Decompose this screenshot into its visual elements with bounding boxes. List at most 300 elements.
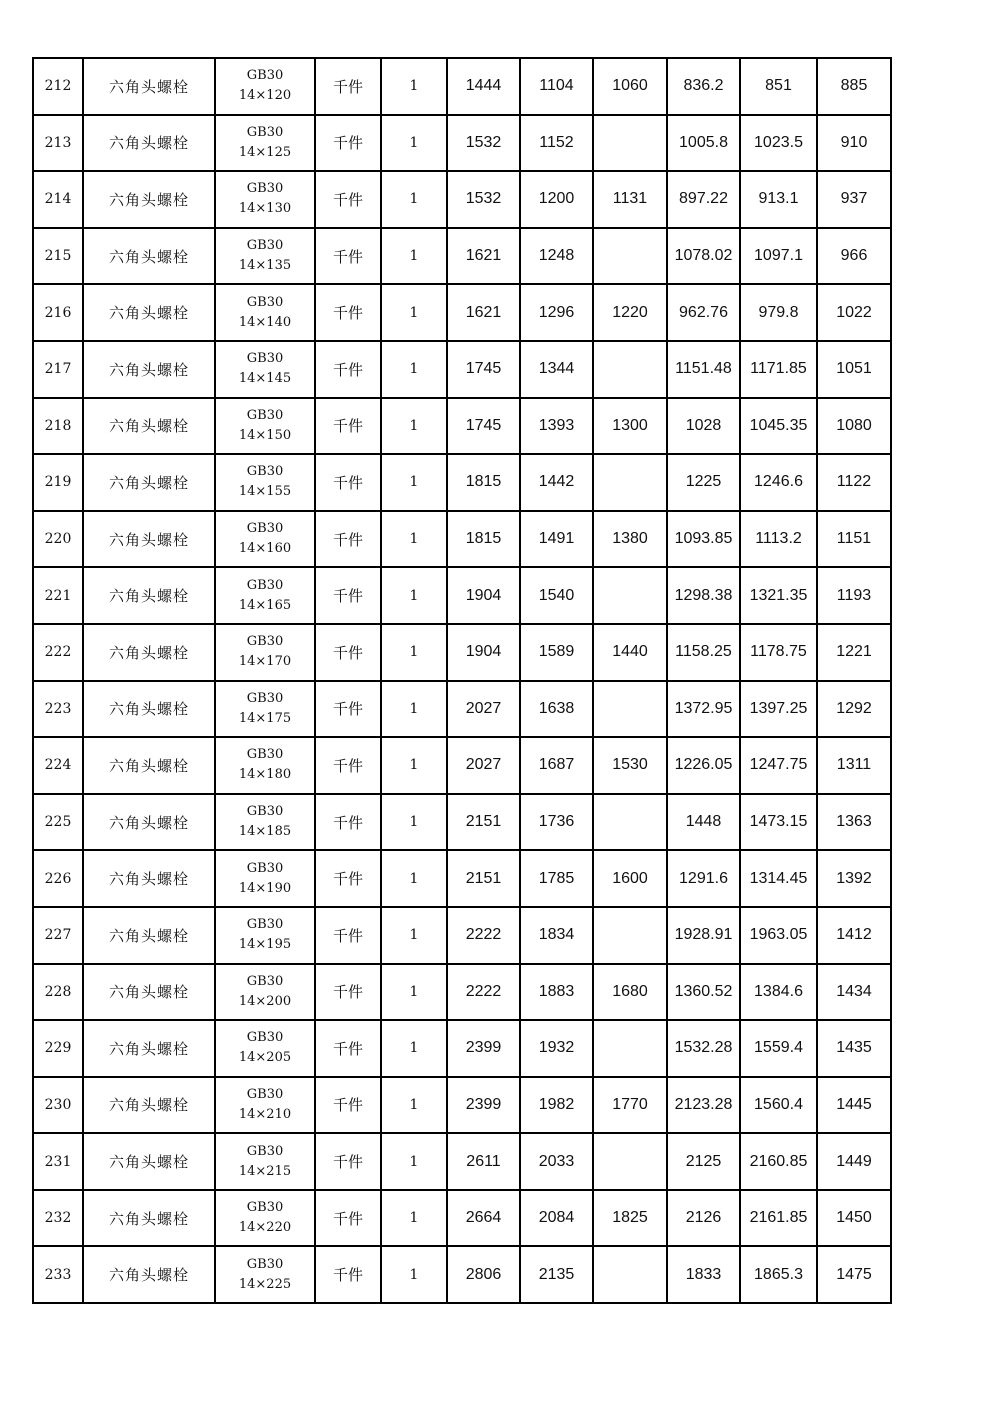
price-cell (593, 567, 667, 624)
price-cell: 1022 (817, 284, 891, 341)
price-cell: 1384.6 (740, 964, 817, 1021)
price-cell: 913.1 (740, 171, 817, 228)
unit: 千件 (315, 1133, 381, 1190)
table-row (33, 454, 891, 511)
product-spec (215, 341, 315, 398)
spec-size: 14×195 (238, 937, 292, 953)
quantity: 1 (381, 454, 447, 511)
price-cell: 1200 (520, 171, 593, 228)
price-cell: 1131 (593, 171, 667, 228)
spec-standard: GB30 (246, 464, 284, 480)
unit: 千件 (315, 228, 381, 285)
row-index: 222 (33, 624, 83, 681)
product-name: 六角头螺栓 (83, 794, 215, 851)
price-cell: 1005.8 (667, 115, 740, 172)
price-cell: 1540 (520, 567, 593, 624)
price-cell: 2151 (447, 794, 520, 851)
table-row (33, 228, 891, 285)
price-cell: 1023.5 (740, 115, 817, 172)
price-cell: 1815 (447, 511, 520, 568)
unit: 千件 (315, 964, 381, 1021)
spec-size: 14×145 (238, 371, 292, 387)
product-name: 六角头螺栓 (83, 284, 215, 341)
table-row (33, 737, 891, 794)
spec-standard: GB30 (246, 804, 284, 820)
table-row (33, 1133, 891, 1190)
spec-standard: GB30 (246, 690, 284, 706)
price-cell: 1300 (593, 398, 667, 455)
spec-standard: GB30 (246, 917, 284, 933)
unit: 千件 (315, 1020, 381, 1077)
price-cell: 885 (817, 58, 891, 115)
table-row (33, 1077, 891, 1134)
quantity: 1 (381, 511, 447, 568)
quantity: 1 (381, 964, 447, 1021)
price-cell: 1221 (817, 624, 891, 681)
row-index: 217 (33, 341, 83, 398)
price-cell: 836.2 (667, 58, 740, 115)
price-cell: 1363 (817, 794, 891, 851)
row-index: 232 (33, 1190, 83, 1247)
spec-size: 14×185 (238, 824, 292, 840)
price-cell: 2027 (447, 737, 520, 794)
product-name: 六角头螺栓 (83, 1190, 215, 1247)
price-cell: 1380 (593, 511, 667, 568)
quantity: 1 (381, 1246, 447, 1303)
row-index: 223 (33, 681, 83, 738)
product-spec (215, 398, 315, 455)
product-spec (215, 624, 315, 681)
table-body (33, 58, 891, 1303)
product-spec (215, 1133, 315, 1190)
product-spec (215, 794, 315, 851)
row-index: 218 (33, 398, 83, 455)
row-index: 215 (33, 228, 83, 285)
unit: 千件 (315, 398, 381, 455)
product-name: 六角头螺栓 (83, 171, 215, 228)
price-cell: 1152 (520, 115, 593, 172)
price-cell: 1530 (593, 737, 667, 794)
price-cell: 2135 (520, 1246, 593, 1303)
product-spec (215, 511, 315, 568)
spec-size: 14×150 (238, 427, 292, 443)
price-cell: 1372.95 (667, 681, 740, 738)
product-name: 六角头螺栓 (83, 341, 215, 398)
row-index: 226 (33, 850, 83, 907)
price-cell: 2161.85 (740, 1190, 817, 1247)
price-cell: 2160.85 (740, 1133, 817, 1190)
row-index: 225 (33, 794, 83, 851)
product-name: 六角头螺栓 (83, 737, 215, 794)
product-name: 六角头螺栓 (83, 624, 215, 681)
price-cell: 1247.75 (740, 737, 817, 794)
unit: 千件 (315, 284, 381, 341)
price-cell (593, 1020, 667, 1077)
spec-size: 14×140 (238, 314, 292, 330)
spec-size: 14×135 (238, 258, 292, 274)
price-cell: 1051 (817, 341, 891, 398)
row-index: 212 (33, 58, 83, 115)
spec-size: 14×220 (238, 1220, 292, 1236)
price-cell (593, 794, 667, 851)
product-name: 六角头螺栓 (83, 398, 215, 455)
spec-size: 14×125 (238, 144, 292, 160)
quantity: 1 (381, 681, 447, 738)
price-cell: 1225 (667, 454, 740, 511)
product-spec (215, 567, 315, 624)
price-cell: 1060 (593, 58, 667, 115)
table-row (33, 171, 891, 228)
price-cell: 1932 (520, 1020, 593, 1077)
price-cell: 2611 (447, 1133, 520, 1190)
price-cell: 1687 (520, 737, 593, 794)
price-cell: 2033 (520, 1133, 593, 1190)
price-cell: 1904 (447, 567, 520, 624)
price-cell: 1298.38 (667, 567, 740, 624)
price-cell: 2664 (447, 1190, 520, 1247)
price-cell: 1178.75 (740, 624, 817, 681)
product-name: 六角头螺栓 (83, 964, 215, 1021)
quantity: 1 (381, 171, 447, 228)
price-cell: 1532 (447, 171, 520, 228)
row-index: 221 (33, 567, 83, 624)
price-cell: 1736 (520, 794, 593, 851)
quantity: 1 (381, 341, 447, 398)
price-cell (593, 454, 667, 511)
row-index: 231 (33, 1133, 83, 1190)
spec-standard: GB30 (246, 973, 284, 989)
spec-standard: GB30 (246, 577, 284, 593)
price-cell: 1193 (817, 567, 891, 624)
price-cell: 1314.45 (740, 850, 817, 907)
table-row (33, 115, 891, 172)
price-cell: 1621 (447, 284, 520, 341)
table-row (33, 681, 891, 738)
price-cell: 1113.2 (740, 511, 817, 568)
price-cell (593, 341, 667, 398)
price-cell: 2151 (447, 850, 520, 907)
price-cell: 1834 (520, 907, 593, 964)
spec-size: 14×180 (238, 767, 292, 783)
price-cell: 1440 (593, 624, 667, 681)
spec-size: 14×155 (238, 484, 292, 500)
price-cell: 1449 (817, 1133, 891, 1190)
price-cell: 1448 (667, 794, 740, 851)
unit: 千件 (315, 1190, 381, 1247)
price-cell: 1028 (667, 398, 740, 455)
price-cell (593, 907, 667, 964)
product-name: 六角头螺栓 (83, 511, 215, 568)
table-row (33, 284, 891, 341)
quantity: 1 (381, 284, 447, 341)
quantity: 1 (381, 398, 447, 455)
price-cell: 966 (817, 228, 891, 285)
table-row (33, 398, 891, 455)
price-cell (593, 1133, 667, 1190)
table-row (33, 907, 891, 964)
spec-standard: GB30 (246, 747, 284, 763)
quantity: 1 (381, 228, 447, 285)
spec-standard: GB30 (246, 521, 284, 537)
product-spec (215, 907, 315, 964)
table-row (33, 511, 891, 568)
price-cell: 1785 (520, 850, 593, 907)
product-name: 六角头螺栓 (83, 1246, 215, 1303)
price-cell: 1745 (447, 398, 520, 455)
price-cell: 1045.35 (740, 398, 817, 455)
product-spec (215, 737, 315, 794)
price-cell: 1442 (520, 454, 593, 511)
unit: 千件 (315, 624, 381, 681)
unit: 千件 (315, 341, 381, 398)
spec-size: 14×160 (238, 541, 292, 557)
price-cell: 1220 (593, 284, 667, 341)
price-cell: 1532.28 (667, 1020, 740, 1077)
price-cell: 1226.05 (667, 737, 740, 794)
unit: 千件 (315, 58, 381, 115)
spec-standard: GB30 (246, 124, 284, 140)
spec-size: 14×175 (238, 710, 292, 726)
row-index: 213 (33, 115, 83, 172)
price-cell: 1344 (520, 341, 593, 398)
unit: 千件 (315, 115, 381, 172)
price-cell: 1982 (520, 1077, 593, 1134)
table-row (33, 624, 891, 681)
price-cell: 1246.6 (740, 454, 817, 511)
price-cell: 1815 (447, 454, 520, 511)
product-name: 六角头螺栓 (83, 567, 215, 624)
spec-size: 14×170 (238, 654, 292, 670)
price-cell: 937 (817, 171, 891, 228)
quantity: 1 (381, 737, 447, 794)
price-cell: 1745 (447, 341, 520, 398)
row-index: 227 (33, 907, 83, 964)
spec-size: 14×215 (238, 1163, 292, 1179)
price-cell: 2027 (447, 681, 520, 738)
spec-size: 14×200 (238, 993, 292, 1009)
product-spec (215, 171, 315, 228)
spec-standard: GB30 (246, 1143, 284, 1159)
price-cell: 1638 (520, 681, 593, 738)
price-cell: 910 (817, 115, 891, 172)
table-row (33, 1246, 891, 1303)
price-cell: 1444 (447, 58, 520, 115)
price-cell: 2222 (447, 907, 520, 964)
price-cell: 1475 (817, 1246, 891, 1303)
table-row (33, 794, 891, 851)
price-cell: 1491 (520, 511, 593, 568)
spec-standard: GB30 (246, 351, 284, 367)
quantity: 1 (381, 58, 447, 115)
price-cell: 1434 (817, 964, 891, 1021)
price-cell: 1412 (817, 907, 891, 964)
price-cell: 962.76 (667, 284, 740, 341)
price-cell: 2399 (447, 1077, 520, 1134)
spec-standard: GB30 (246, 294, 284, 310)
price-cell: 2399 (447, 1020, 520, 1077)
spec-standard: GB30 (246, 634, 284, 650)
unit: 千件 (315, 907, 381, 964)
price-cell: 1450 (817, 1190, 891, 1247)
quantity: 1 (381, 1020, 447, 1077)
row-index: 214 (33, 171, 83, 228)
product-spec (215, 115, 315, 172)
product-name: 六角头螺栓 (83, 907, 215, 964)
quantity: 1 (381, 850, 447, 907)
price-cell: 1392 (817, 850, 891, 907)
price-cell: 1928.91 (667, 907, 740, 964)
spec-size: 14×165 (238, 597, 292, 613)
price-cell: 1600 (593, 850, 667, 907)
price-table (32, 57, 892, 1304)
spec-standard: GB30 (246, 238, 284, 254)
product-name: 六角头螺栓 (83, 1077, 215, 1134)
price-cell: 1093.85 (667, 511, 740, 568)
price-cell: 2084 (520, 1190, 593, 1247)
price-cell: 1963.05 (740, 907, 817, 964)
spec-standard: GB30 (246, 68, 284, 84)
product-spec (215, 850, 315, 907)
product-name: 六角头螺栓 (83, 454, 215, 511)
row-index: 219 (33, 454, 83, 511)
price-cell: 1833 (667, 1246, 740, 1303)
unit: 千件 (315, 850, 381, 907)
price-cell: 1122 (817, 454, 891, 511)
spec-size: 14×130 (238, 201, 292, 217)
row-index: 233 (33, 1246, 83, 1303)
price-cell: 1291.6 (667, 850, 740, 907)
spec-standard: GB30 (246, 1030, 284, 1046)
price-cell: 1311 (817, 737, 891, 794)
quantity: 1 (381, 567, 447, 624)
product-name: 六角头螺栓 (83, 1020, 215, 1077)
price-cell (593, 115, 667, 172)
quantity: 1 (381, 1133, 447, 1190)
price-cell: 1292 (817, 681, 891, 738)
unit: 千件 (315, 511, 381, 568)
unit: 千件 (315, 681, 381, 738)
price-cell: 1560.4 (740, 1077, 817, 1134)
table-row (33, 567, 891, 624)
price-cell: 1532 (447, 115, 520, 172)
price-cell: 1680 (593, 964, 667, 1021)
price-cell: 1151 (817, 511, 891, 568)
unit: 千件 (315, 1246, 381, 1303)
price-cell: 1158.25 (667, 624, 740, 681)
table-row (33, 964, 891, 1021)
spec-standard: GB30 (246, 181, 284, 197)
price-cell: 1770 (593, 1077, 667, 1134)
price-cell: 2222 (447, 964, 520, 1021)
product-spec (215, 58, 315, 115)
price-cell: 979.8 (740, 284, 817, 341)
quantity: 1 (381, 907, 447, 964)
row-index: 224 (33, 737, 83, 794)
spec-size: 14×225 (238, 1276, 292, 1292)
unit: 千件 (315, 1077, 381, 1134)
spec-standard: GB30 (246, 1256, 284, 1272)
price-cell: 1078.02 (667, 228, 740, 285)
table-row (33, 1020, 891, 1077)
unit: 千件 (315, 737, 381, 794)
price-cell: 2126 (667, 1190, 740, 1247)
product-name: 六角头螺栓 (83, 1133, 215, 1190)
spec-standard: GB30 (246, 407, 284, 423)
product-name: 六角头螺栓 (83, 58, 215, 115)
price-cell: 1473.15 (740, 794, 817, 851)
row-index: 228 (33, 964, 83, 1021)
row-index: 220 (33, 511, 83, 568)
unit: 千件 (315, 454, 381, 511)
quantity: 1 (381, 624, 447, 681)
price-cell: 1825 (593, 1190, 667, 1247)
price-cell: 1080 (817, 398, 891, 455)
price-cell: 1445 (817, 1077, 891, 1134)
price-cell: 1904 (447, 624, 520, 681)
spec-size: 14×205 (238, 1050, 292, 1066)
product-spec (215, 964, 315, 1021)
row-index: 216 (33, 284, 83, 341)
quantity: 1 (381, 115, 447, 172)
product-name: 六角头螺栓 (83, 850, 215, 907)
row-index: 230 (33, 1077, 83, 1134)
spec-standard: GB30 (246, 1086, 284, 1102)
product-spec (215, 1020, 315, 1077)
price-cell: 1248 (520, 228, 593, 285)
product-name: 六角头螺栓 (83, 681, 215, 738)
price-cell: 2125 (667, 1133, 740, 1190)
product-spec (215, 1077, 315, 1134)
product-name: 六角头螺栓 (83, 228, 215, 285)
product-spec (215, 681, 315, 738)
product-spec (215, 1246, 315, 1303)
product-name: 六角头螺栓 (83, 115, 215, 172)
spec-size: 14×210 (238, 1106, 292, 1122)
product-spec (215, 228, 315, 285)
price-cell: 1104 (520, 58, 593, 115)
row-index: 229 (33, 1020, 83, 1077)
table-row (33, 850, 891, 907)
quantity: 1 (381, 794, 447, 851)
price-cell: 1559.4 (740, 1020, 817, 1077)
price-cell: 1151.48 (667, 341, 740, 398)
price-cell: 1296 (520, 284, 593, 341)
price-cell: 1589 (520, 624, 593, 681)
unit: 千件 (315, 567, 381, 624)
spec-size: 14×120 (238, 88, 292, 104)
product-spec (215, 454, 315, 511)
price-cell: 1865.3 (740, 1246, 817, 1303)
price-cell (593, 1246, 667, 1303)
spec-standard: GB30 (246, 1200, 284, 1216)
table-row (33, 341, 891, 398)
price-cell (593, 228, 667, 285)
spec-standard: GB30 (246, 860, 284, 876)
price-cell: 1883 (520, 964, 593, 1021)
price-cell: 1393 (520, 398, 593, 455)
price-cell: 1097.1 (740, 228, 817, 285)
product-spec (215, 284, 315, 341)
quantity: 1 (381, 1190, 447, 1247)
price-cell: 1397.25 (740, 681, 817, 738)
price-cell: 2806 (447, 1246, 520, 1303)
table-row (33, 1190, 891, 1247)
price-cell: 1621 (447, 228, 520, 285)
price-cell (593, 681, 667, 738)
price-cell: 2123.28 (667, 1077, 740, 1134)
price-cell: 897.22 (667, 171, 740, 228)
table-row (33, 58, 891, 115)
